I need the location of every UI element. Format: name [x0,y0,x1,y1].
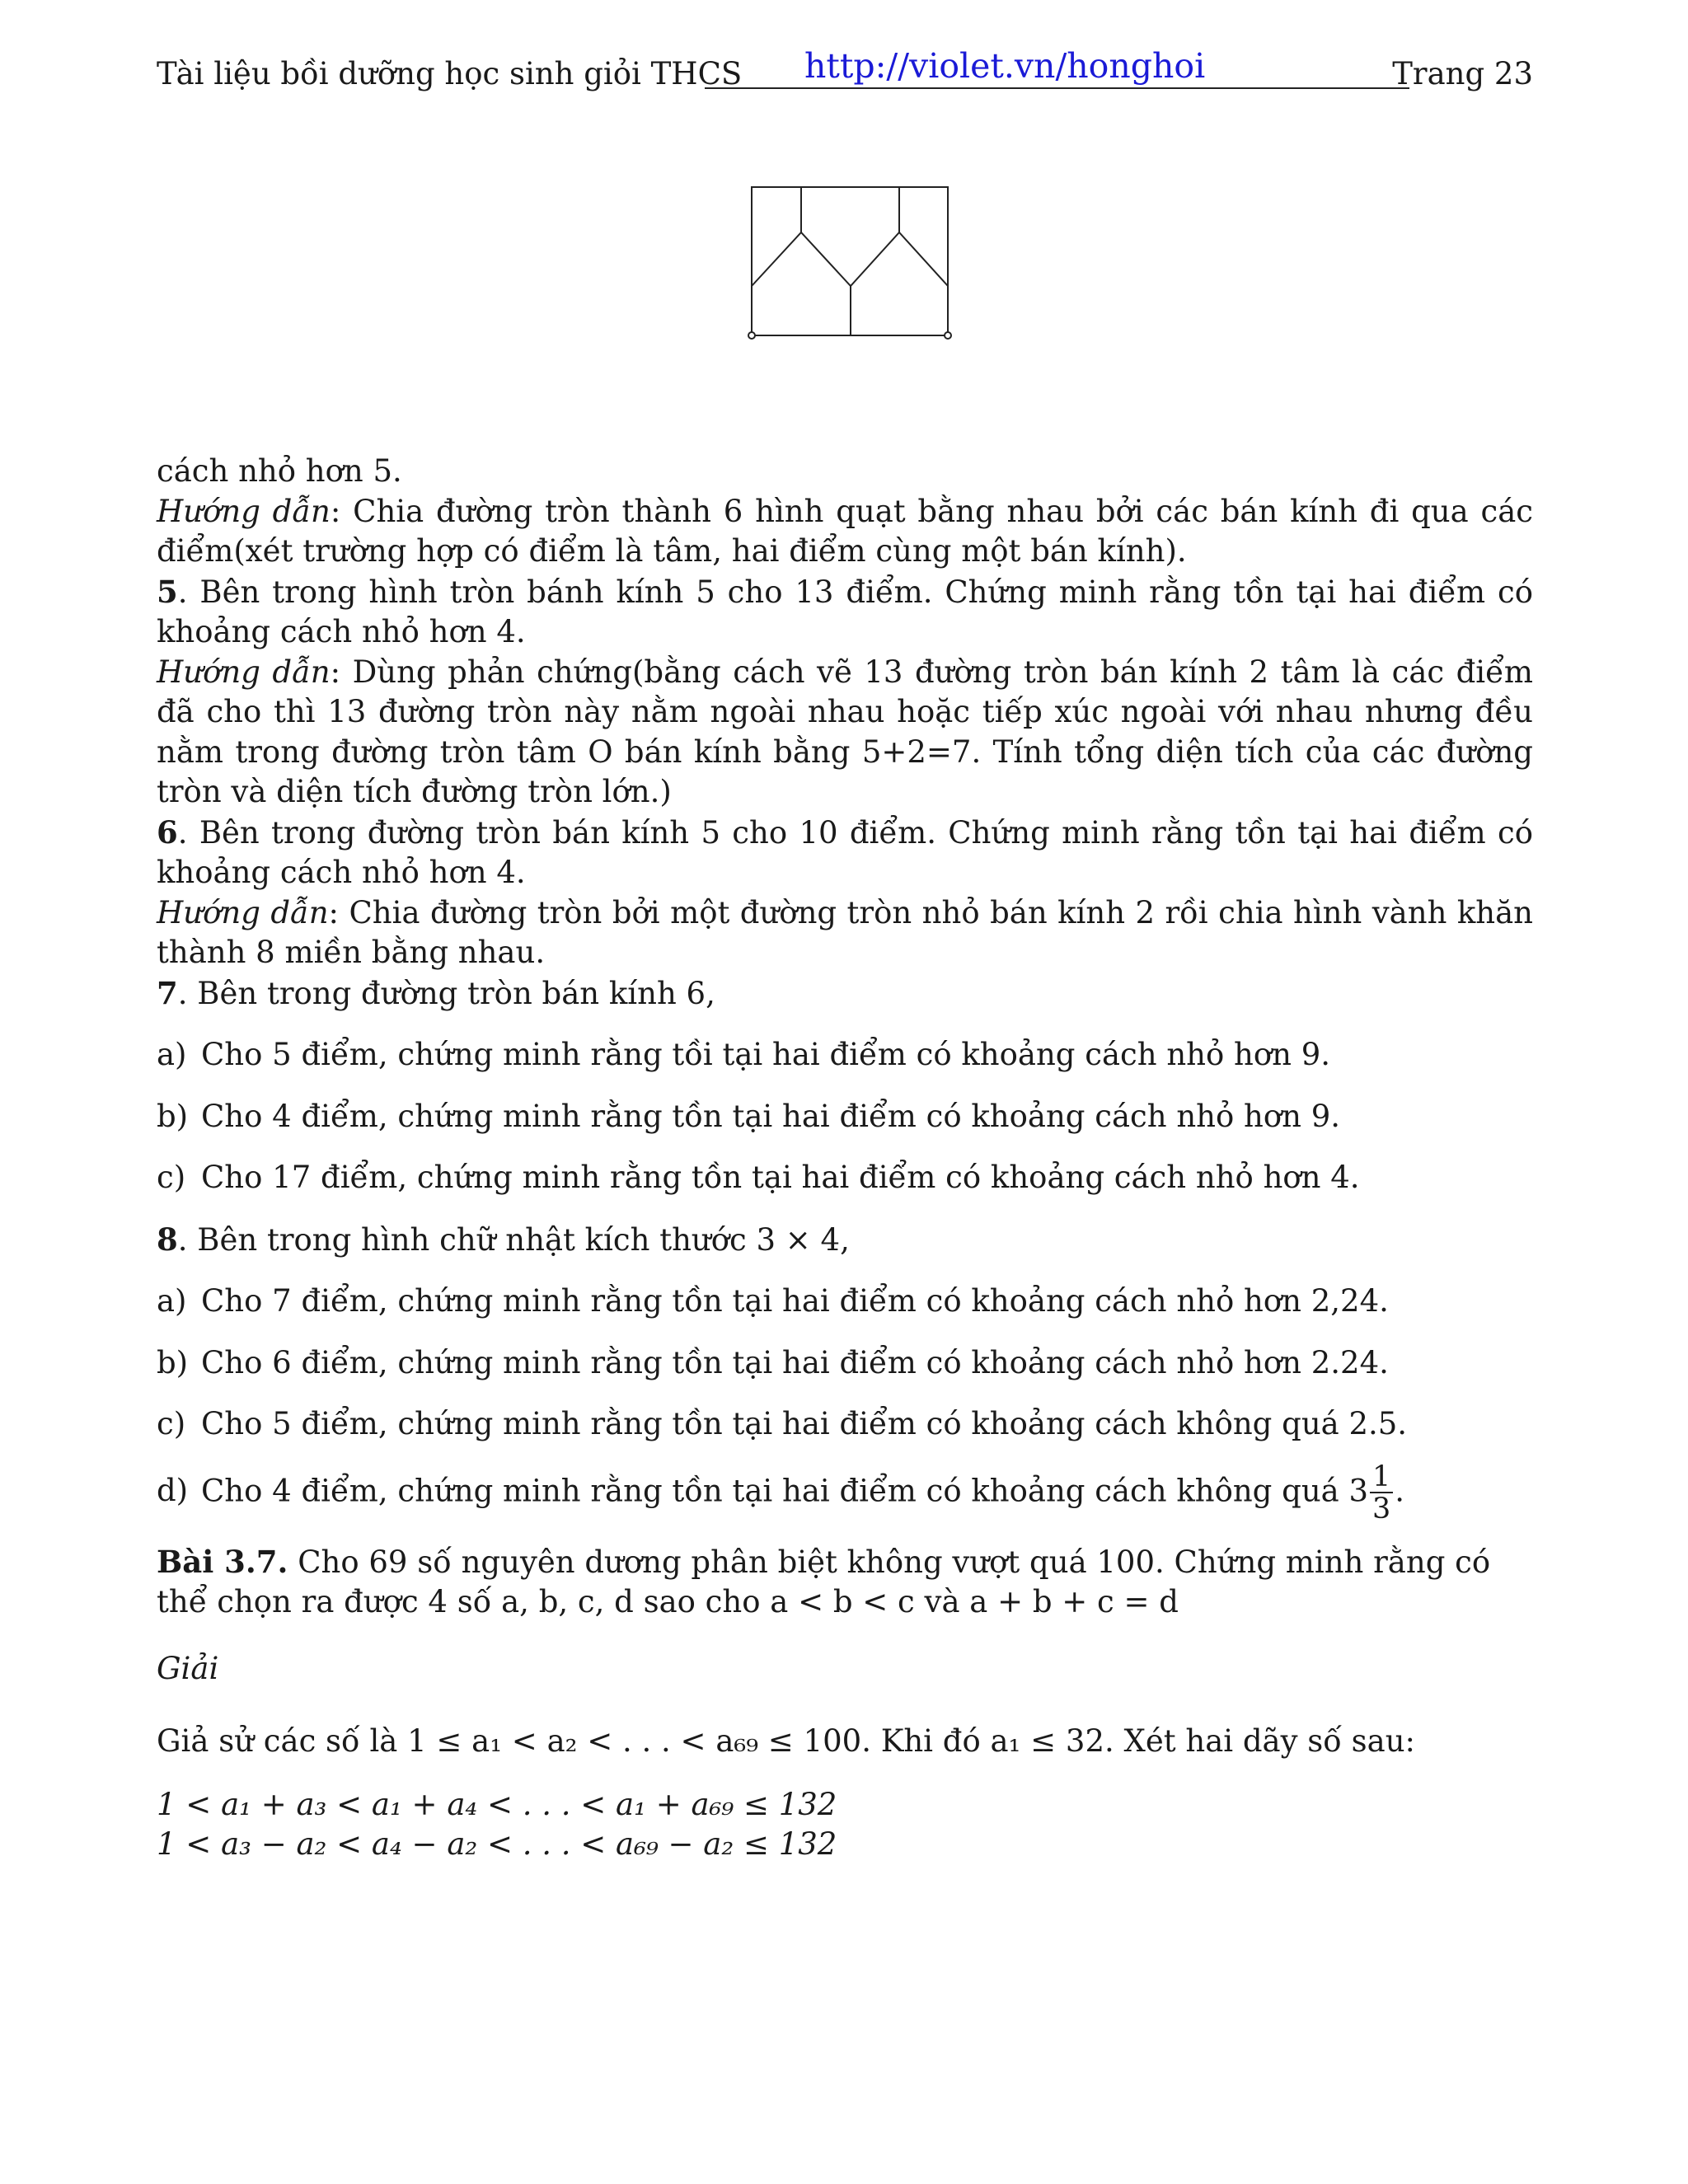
hint-paragraph: Hướng dẫn: Chia đường tròn bởi một đường tròn nhỏ bán kính 2 rồi chia hình vành khăn thành 8 miền bằng nhau. [157,894,1534,970]
paragraph: Giả sử các số là 1 ≤ a₁ < a₂ < . . . < a₆₉ ≤ 100. Khi đó a₁ ≤ 32. Xét hai dãy số sau: [157,1723,1416,1759]
hint-paragraph: Hướng dẫn: Chia đường tròn thành 6 hình quạt bằng nhau bởi các bán kính đi qua các điểm(xét trường hợp có điểm là tâm, hai điểm cùng một bán kính). [157,493,1533,569]
exercise-3-7: Bài 3.7. Cho 69 số nguyên dương phân biệt không vượt quá 100. Chứng minh rằng có thể chọn ra được 4 số a, b, c, d sao cho a < b < c và a + b + c = d [157,1543,1491,1619]
list-item: d) Cho 4 điểm, chứng minh rằng tồn tại hai điểm có khoảng cách không quá 3 $\frac{1}{3}$ . [157,1460,1405,1526]
geometry-figure [746,183,952,344]
hint-paragraph: Hướng dẫn: Dùng phản chứng(bằng cách vẽ 13 đường tròn bán kính 2 tâm là các điểm đã cho thì 13 đường tròn này nằm ngoài nhau hoặc tiếp xúc ngoài với nhau nhưng đều nằm trong đường tròn tâm O bán kính bằng 5+2=7. Tính tổng diện tích của các đường tròn và diện tích đường tròn lớn.) [157,654,1533,809]
document-body [157,452,1533,1865]
paragraph: cách nhỏ hơn 5. [157,453,402,489]
list-item: b) Cho 4 điểm, chứng minh rằng tồn tại hai điểm có khoảng cách nhỏ hơn 9. [157,1098,1341,1134]
list-item: a) Cho 7 điểm, chứng minh rằng tồn tại hai điểm có khoảng cách nhỏ hơn 2,24. [157,1283,1389,1319]
equation-line: 1 < a₃ − a₂ < a₄ − a₂ < . . . < a₆₉ − a₂ ≤ 132 [157,1826,837,1862]
list-item: b) Cho 6 điểm, chứng minh rằng tồn tại hai điểm có khoảng cách nhỏ hơn 2.24. [157,1344,1389,1380]
problem-7: 7. Bên trong đường tròn bán kính 6, [157,974,715,1011]
problem-6: 6. Bên trong đường tròn bán kính 5 cho 10 điểm. Chứng minh rằng tồn tại hai điểm có khoảng cách nhỏ hơn 4. [157,813,1533,890]
header-page-number: Trang 23 [1392,56,1533,91]
problem-5: 5. Bên trong hình tròn bánh kính 5 cho 13 điểm. Chứng minh rằng tồn tại hai điểm có khoảng cách nhỏ hơn 4. [157,573,1533,649]
solution-heading: Giải [157,1650,219,1686]
list-item: a) Cho 5 điểm, chứng minh rằng tồi tại hai điểm có khoảng cách nhỏ hơn 9. [157,1037,1331,1072]
page-header [157,46,1533,102]
problem-8: 8. Bên trong hình chữ nhật kích thước 3 × 4, [157,1221,850,1258]
header-rule [705,87,1409,89]
header-title: Tài liệu bồi dưỡng học sinh giỏi THCS [157,56,743,91]
list-item: c) Cho 17 điểm, chứng minh rằng tồn tại hai điểm có khoảng cách nhỏ hơn 4. [157,1160,1360,1195]
list-item: c) Cho 5 điểm, chứng minh rằng tồn tại hai điểm có khoảng cách không quá 2.5. [157,1406,1408,1441]
equation-line: 1 < a₁ + a₃ < a₁ + a₄ < . . . < a₁ + a₆₉ ≤ 132 [157,1786,837,1822]
header-url-link[interactable]: http://violet.vn/honghoi [804,46,1206,86]
fraction: $\frac{1}{3}$ [1370,1463,1393,1524]
